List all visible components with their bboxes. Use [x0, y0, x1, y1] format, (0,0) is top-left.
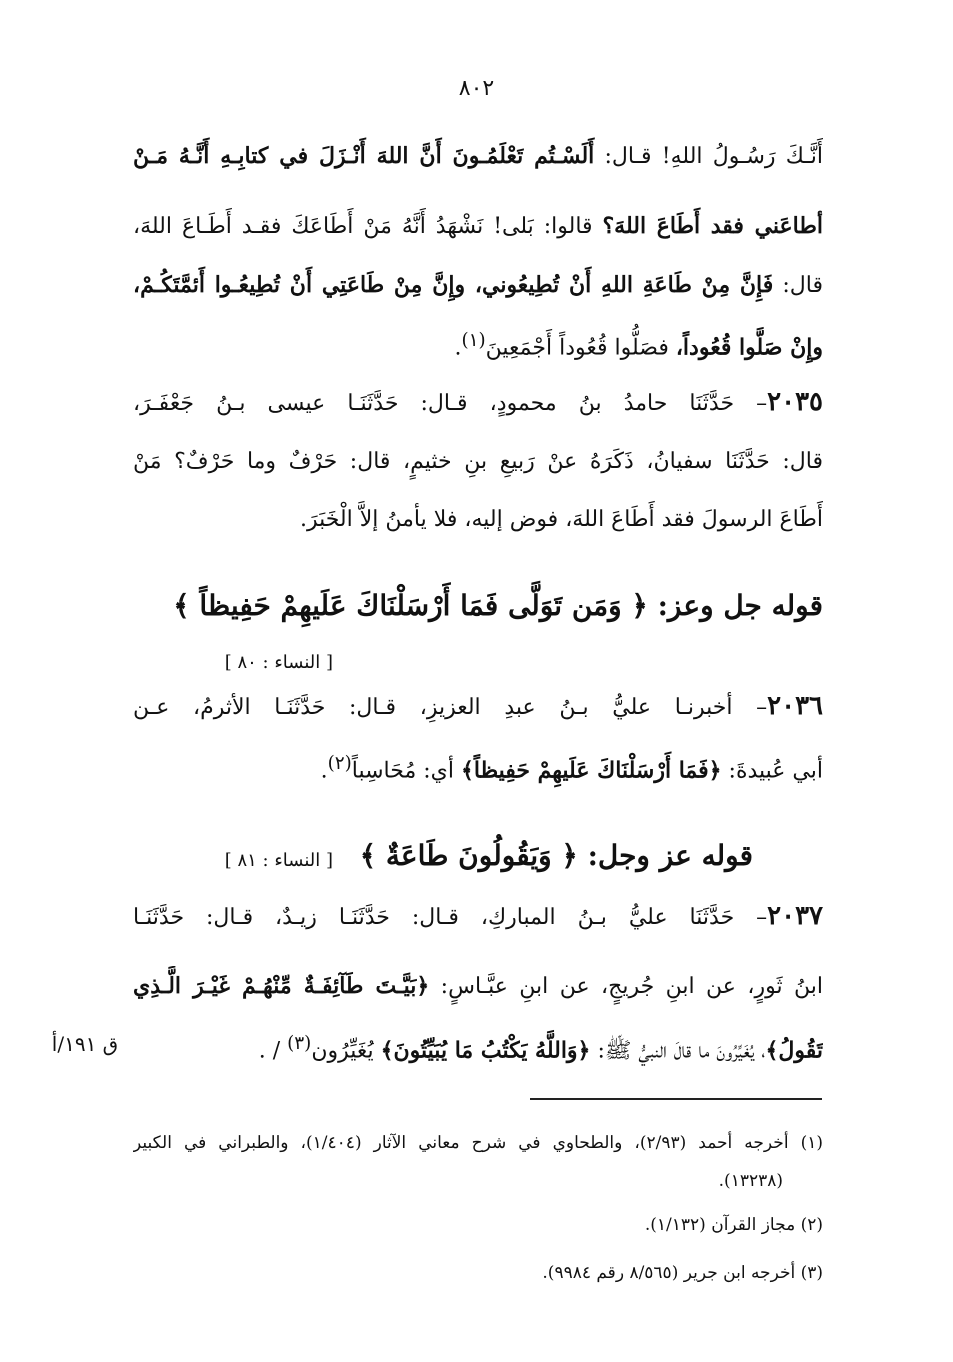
page-number: ٨٠٢ [458, 76, 495, 101]
manuscript-folio-note: ق ١٩١/أ [51, 1032, 119, 1056]
verse-reference: [ النساء : ٨١ ] [224, 850, 333, 871]
text-run: ابنُ ثَورٍ، عن ابنِ جُريجٍ، عن ابنِ عبَّـاسٍ: [429, 974, 823, 999]
hadith-2036-line [133, 744, 823, 791]
quoted-text: وإِنْ صَلَّوا قُعُوداً، [675, 334, 823, 361]
footnote-marker: (٢) [327, 753, 352, 774]
footnote-1-continued: (١٣٢٣٨). [718, 1171, 783, 1191]
quoted-text: أَلَسْـتُم تَعْلَمُـونَ أَنَّ اللهَ أَنْـزَلَ في كتابِـهِ أَنَّـهُ مَـنْ [133, 143, 595, 169]
text-run: أَنَّـكَ رَسُـولُ اللهِ! قـال: [594, 144, 823, 169]
text-run: فصَلُّوا قُعُوداً أَجْمَعِينَ [485, 335, 676, 361]
text-run: أي: مُحَاسِباً [351, 758, 461, 784]
footnote-2: (٢) مجاز القرآن (١/١٣٢). [644, 1215, 823, 1235]
quoted-verse: ﴿وَاللَّهُ يَكْتُبُ مَا يُبَيِّتُونَ﴾ [380, 1037, 591, 1064]
footnote-marker: (١) [461, 330, 486, 351]
quoted-text: فَإِنَّ مِنْ طَاعَةِ اللهِ أَنْ تُطِيعُوني، وإِنَّ مِنْ طَاعَتِي أَنْ تُطِيعُـوا أَئمَّتَكُـمْ، [133, 272, 774, 298]
section-heading: قوله عز وجل: ﴿ وَيَقُولُونَ طَاعَةٌ ﴾ [359, 839, 753, 872]
quoted-verse: تَقُولُ﴾ [765, 1037, 823, 1064]
text-run: – أخبرنـا عليُّ بـنُ عبدِ العزيزِ، قـال: حَدَّثَنَـا الأثرمُ، عـن [133, 695, 768, 720]
hadith-number: ٢٠٣٦ [767, 691, 823, 721]
paragraph-line [133, 265, 823, 306]
section-heading: قوله جل وعز: ﴿ وَمَن تَوَلَّى فَمَا أَرْسَلْنَاكَ عَلَيهِمْ حَفِيظاً ﴾ [173, 589, 823, 622]
hadith-2035-line [133, 382, 823, 424]
verse-reference: [ النساء : ٨٠ ] [224, 652, 333, 673]
hadith-2035-line [133, 442, 823, 482]
hadith-2037-line [133, 1024, 823, 1071]
text-run: . [320, 758, 328, 784]
text-run: قال: [773, 273, 823, 298]
text-run: قالوا: بَلى! نَشْهَدُ أَنَّهُ مَنْ أَطَاعَكَ فقـد أَطَـاعَ اللهَ، [133, 214, 603, 239]
quoted-text: أطاعَني فقد أَطَاعَ اللهَ؟ [602, 213, 823, 239]
hadith-number: ٢٠٣٥ [767, 387, 823, 417]
paragraph-line [133, 136, 823, 177]
text-run: قال: حَدَّثَنَا سفيانُ، ذَكَرَهُ عنْ رَبيعِ بنِ خثيمٍ، قال: حَرْفٌ وما حَرْفٌ؟ مَنْ [133, 449, 823, 474]
text-run: – حَدَّثَنَا حامدُ بنُ محمودٍ، قـال: حَدَّثَنَـا عيسى بـنُ جَعْفَـرَ، [133, 391, 768, 416]
hadith-number: ٢٠٣٧ [767, 901, 823, 931]
text-run: / . [258, 1038, 288, 1064]
paragraph-line [133, 321, 823, 368]
hadith-2037-line [133, 896, 823, 938]
text-run: ، يُغَيِّرُونَ ما قالَ النبيُّ ﷺ: [590, 1038, 766, 1064]
hadith-2036-line [133, 686, 823, 728]
text-run: . [454, 335, 462, 361]
quoted-verse: ﴿فَمَا أَرْسَلْنَاكَ عَلَيهِمْ حَفِيظاً﴾ [460, 757, 722, 784]
text-run: أبي عُبيدةَ: [721, 758, 823, 784]
footnote-marker: (٣) [287, 1033, 312, 1054]
footnote-separator [530, 1098, 822, 1100]
paragraph-line [133, 206, 823, 247]
hadith-2035-line [133, 500, 823, 540]
text-run: أَطَاعَ الرسولَ فقد أَطَاعَ اللهَ، فوض إليه، فلا يأمنُ إلاَّ الْخَبَرَ. [299, 507, 823, 532]
hadith-2037-line [133, 966, 823, 1007]
quoted-verse: ﴿بَيَّـتَ طَآئِفَـةٌ مِّنْهُـمْ غَيْـرَ الَّـذِي [133, 973, 430, 999]
footnote-1: (١) أخرجه أحمد (٢/٩٣)، والطحاوي في شرح معاني الآثار (١/٤٠٤)، والطبراني في الكبير [133, 1133, 823, 1153]
text-run: – حَدَّثَنَا عليُّ بـنُ المباركِ، قـال: حَدَّثَنَـا زيـدٌ، قـال: حَدَّثَنَـا [133, 905, 768, 930]
footnote-3: (٣) أخرجه ابن جرير (٨/٥٦٥ رقم ٩٩٨٤). [542, 1263, 823, 1283]
text-run: يُغَيِّرُون [311, 1038, 381, 1064]
